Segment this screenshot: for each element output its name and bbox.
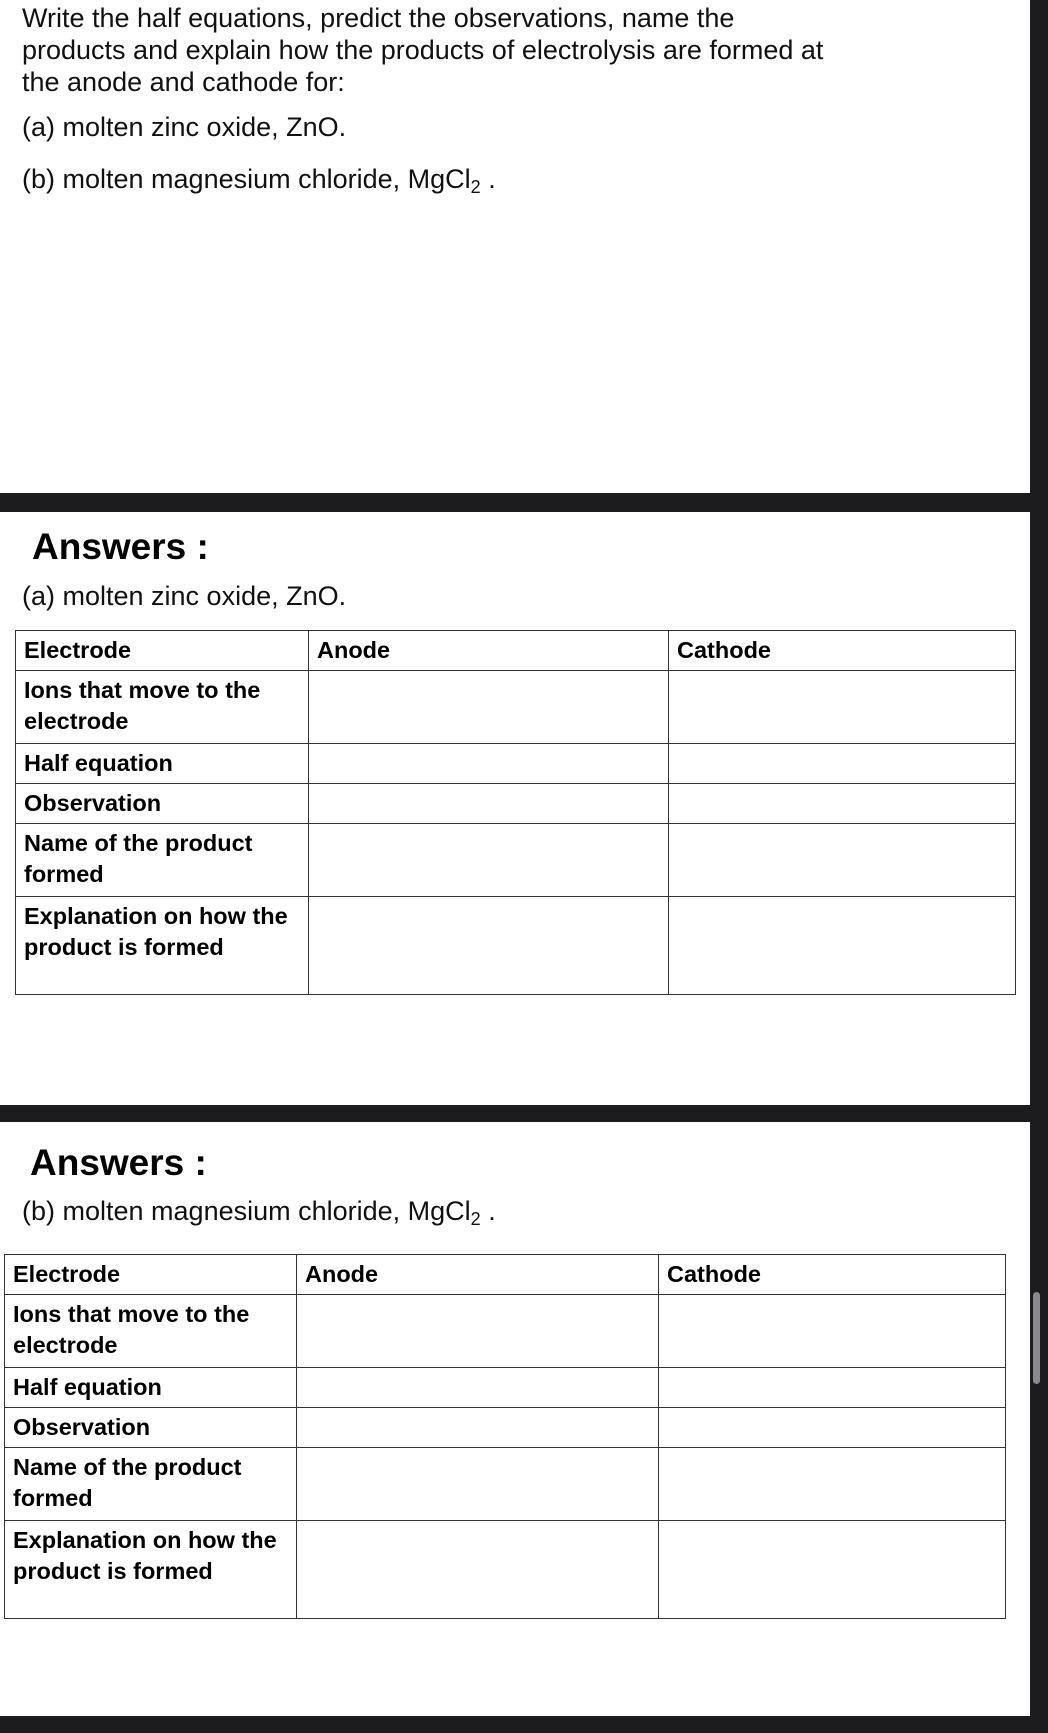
table-body [16,631,1016,995]
question-line: Write the half equations, predict the observations, name the [22,3,735,33]
answer-table-b [4,1254,1006,1619]
row-label: Observation [5,1408,297,1448]
header-cell: Anode [309,631,669,671]
table-row [16,671,1016,744]
anode-answer-cell[interactable] [297,1448,659,1521]
subscript: 2 [470,177,481,197]
cathode-answer-cell[interactable] [669,744,1016,784]
anode-answer-cell[interactable] [309,897,669,995]
table-row [5,1295,1006,1368]
table-row [16,744,1016,784]
cathode-answer-cell[interactable] [659,1368,1006,1408]
answers-b-label [22,1195,496,1227]
subscript: 2 [470,1209,481,1229]
answers-heading: Answers : [32,526,209,567]
anode-answer-cell[interactable] [297,1295,659,1368]
anode-answer-cell[interactable] [309,824,669,897]
table-row [16,784,1016,824]
answer-table-a [15,630,1016,995]
row-label: Ions that move to the electrode [5,1295,297,1368]
label-suffix: . [480,1196,496,1226]
table-row [16,824,1016,897]
anode-answer-cell[interactable] [297,1368,659,1408]
part-b-text: (b) molten magnesium chloride, MgCl [22,164,471,194]
row-label: Half equation [5,1368,297,1408]
table-header-row [16,631,1016,671]
anode-answer-cell[interactable] [297,1408,659,1448]
table-row [5,1448,1006,1521]
cathode-answer-cell[interactable] [669,784,1016,824]
anode-answer-cell[interactable] [309,744,669,784]
cathode-answer-cell[interactable] [669,824,1016,897]
question-part-a: (a) molten zinc oxide, ZnO. [22,112,347,142]
cathode-answer-cell[interactable] [659,1521,1006,1619]
cathode-answer-cell[interactable] [669,897,1016,995]
answers-b-panel [0,1122,1030,1716]
table-row [5,1408,1006,1448]
header-cell: Cathode [659,1255,1006,1295]
answers-a-label: (a) molten zinc oxide, ZnO. [22,581,347,611]
answers-a-panel [0,512,1030,1105]
anode-answer-cell[interactable] [309,671,669,744]
row-label: Name of the product formed [5,1448,297,1521]
header-cell: Anode [297,1255,659,1295]
table-header-row [5,1255,1006,1295]
anode-answer-cell[interactable] [297,1521,659,1619]
header-cell: Cathode [669,631,1016,671]
header-cell: Electrode [16,631,309,671]
row-label: Explanation on how the product is formed [5,1521,297,1619]
cathode-answer-cell[interactable] [669,671,1016,744]
row-label: Ions that move to the electrode [16,671,309,744]
question-line: products and explain how the products of electrolysis are formed at [22,35,824,65]
anode-answer-cell[interactable] [309,784,669,824]
table-row [16,897,1016,995]
answers-heading: Answers : [30,1142,207,1183]
label-text: (b) molten magnesium chloride, MgCl [22,1196,471,1226]
header-cell: Electrode [5,1255,297,1295]
table-row [5,1368,1006,1408]
cathode-answer-cell[interactable] [659,1448,1006,1521]
cathode-answer-cell[interactable] [659,1408,1006,1448]
part-b-suffix: . [480,164,496,194]
table-body [5,1255,1006,1619]
question-part-b [22,163,496,195]
row-label: Name of the product formed [16,824,309,897]
question-line: the anode and cathode for: [22,67,345,97]
row-label: Half equation [16,744,309,784]
cathode-answer-cell[interactable] [659,1295,1006,1368]
row-label: Explanation on how the product is formed [16,897,309,995]
scrollbar-thumb[interactable] [1033,1292,1040,1384]
question-panel [0,0,1030,493]
table-row [5,1521,1006,1619]
row-label: Observation [16,784,309,824]
